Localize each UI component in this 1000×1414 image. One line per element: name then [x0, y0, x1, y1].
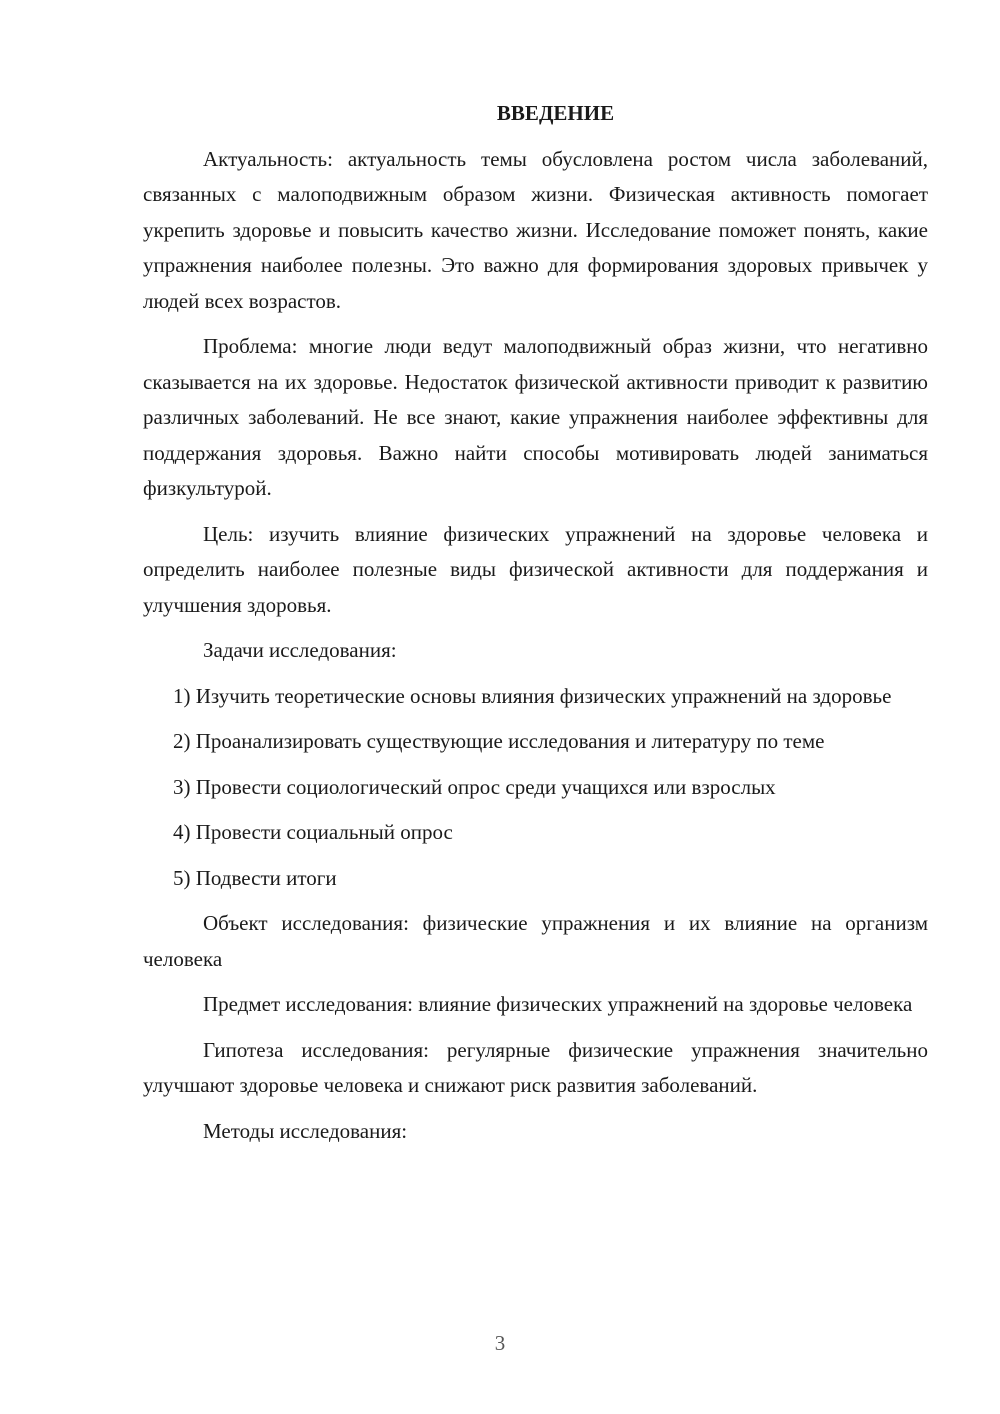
tasks-heading: Задачи исследования:	[203, 638, 397, 662]
section-title: ВВЕДЕНИЕ	[496, 101, 615, 125]
methods-heading: Методы исследования:	[203, 1118, 408, 1143]
task-item-1: 1) Изучить теоретические основы влияния физических упражнений на здоровье	[173, 683, 892, 708]
problem-paragraph: Проблема: многие люди ведут малоподвижный образ жизни, что негативно сказывается на их здоровье. Недостаток физической активности приводит к развитию различных заболеваний. Не все знают, какие упражнения наиболее эффективны для поддержания здоровья. Важно найти способы мотивировать людей заниматься физкультурой.	[143, 334, 928, 500]
task-item-4: 4) Провести социальный опрос	[173, 820, 453, 844]
subject-paragraph: Предмет исследования: влияние физических упражнений на здоровье человека	[203, 992, 913, 1016]
hypothesis-paragraph: Гипотеза исследования: регулярные физические упражнения значительно улучшают здоровье человека и снижают риск развития заболеваний.	[143, 1037, 928, 1097]
relevance-paragraph: Актуальность: актуальность темы обусловлена ростом числа заболеваний, связанных с малоподвижным образом жизни. Физическая активность помогает укрепить здоровье и повысить качество жизни. Исследование поможет понять, какие упражнения наиболее полезны. Это важно для формирования здоровых привычек у людей всех возрастов.	[143, 146, 928, 313]
task-item-5: 5) Подвести итоги	[173, 865, 337, 890]
task-item-3: 3) Провести социологический опрос среди учащихся или взрослых	[173, 774, 776, 799]
task-item-2: 2) Проанализировать существующие исследования и литературу по теме	[173, 729, 825, 753]
object-paragraph: Объект исследования: физические упражнения и их влияние на организм человека	[143, 911, 928, 971]
document-page	[143, 96, 928, 1159]
page-number: 3	[494, 1331, 506, 1355]
goal-paragraph: Цель: изучить влияние физических упражнений на здоровье человека и определить наиболее полезные виды физической активности для поддержания и улучшения здоровья.	[143, 521, 928, 617]
